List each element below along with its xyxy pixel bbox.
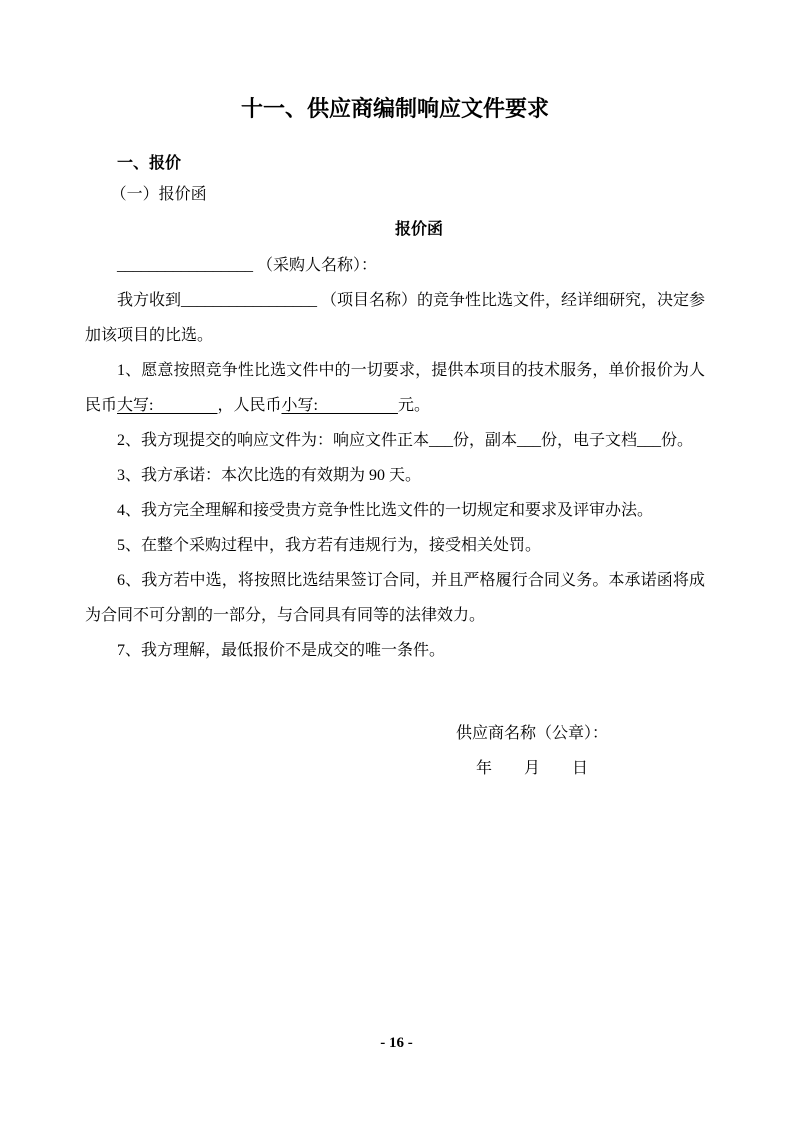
text-run: 6、我方若中选，将按照比选结果签订合同，并且严格履行合同义务。本承诺函将成为合同不可分割的一部分，与合同具有同等的法律效力。	[85, 572, 705, 624]
signature-date-line: 年 月 日	[475, 760, 588, 777]
item-3	[85, 458, 705, 493]
item-4	[85, 493, 705, 528]
underlined-blank: 大写:	[117, 397, 218, 414]
text-run: 7、我方理解，最低报价不是成交的唯一条件。	[117, 642, 446, 659]
underlined-blank: 小写:	[281, 397, 398, 414]
text-run: 3、我方承诺：本次比选的有效期为 90 天。	[117, 467, 422, 484]
page-number: - 16 -	[380, 1035, 413, 1051]
text-run: 5、在整个采购过程中，我方若有违规行为，接受相关处罚。	[117, 537, 542, 554]
text-run: ，人民币	[217, 397, 282, 414]
item-2	[85, 423, 705, 458]
item-6	[85, 563, 705, 633]
text-run: 2、我方现提交的响应文件为：响应文件正本___份，副本___份，电子文档___份。	[117, 432, 694, 449]
page-title: 十一、供应商编制响应文件要求	[240, 96, 549, 121]
subsection-heading-quotation-letter: （一）报价函	[110, 186, 207, 203]
letter-title: 报价函	[394, 221, 443, 238]
signature-name-line: 供应商名称（公章）：	[455, 725, 608, 742]
item-5	[85, 528, 705, 563]
letter-body	[85, 248, 705, 668]
text-run: 我方收到_________________ （项目名称）的竞争性比选文件，经详细研究，决定参加该项目的比选。	[85, 292, 706, 344]
signature-block	[452, 716, 612, 786]
item-1	[85, 353, 705, 423]
text-run: 4、我方完全理解和接受贵方竞争性比选文件的一切规定和要求及评审办法。	[117, 502, 654, 519]
text-run: _________________ （采购人名称）：	[117, 257, 378, 274]
text-run: 元。	[397, 397, 430, 414]
purchaser-name-line	[85, 248, 705, 283]
item-7	[85, 633, 705, 668]
section-heading-quotation: 一、报价	[117, 155, 182, 172]
text-run: 1、愿意按照竞争性比选文件中的一切要求，提供本项目的技术服务，单价报价为人民币	[85, 362, 705, 414]
intro-paragraph	[85, 283, 705, 353]
